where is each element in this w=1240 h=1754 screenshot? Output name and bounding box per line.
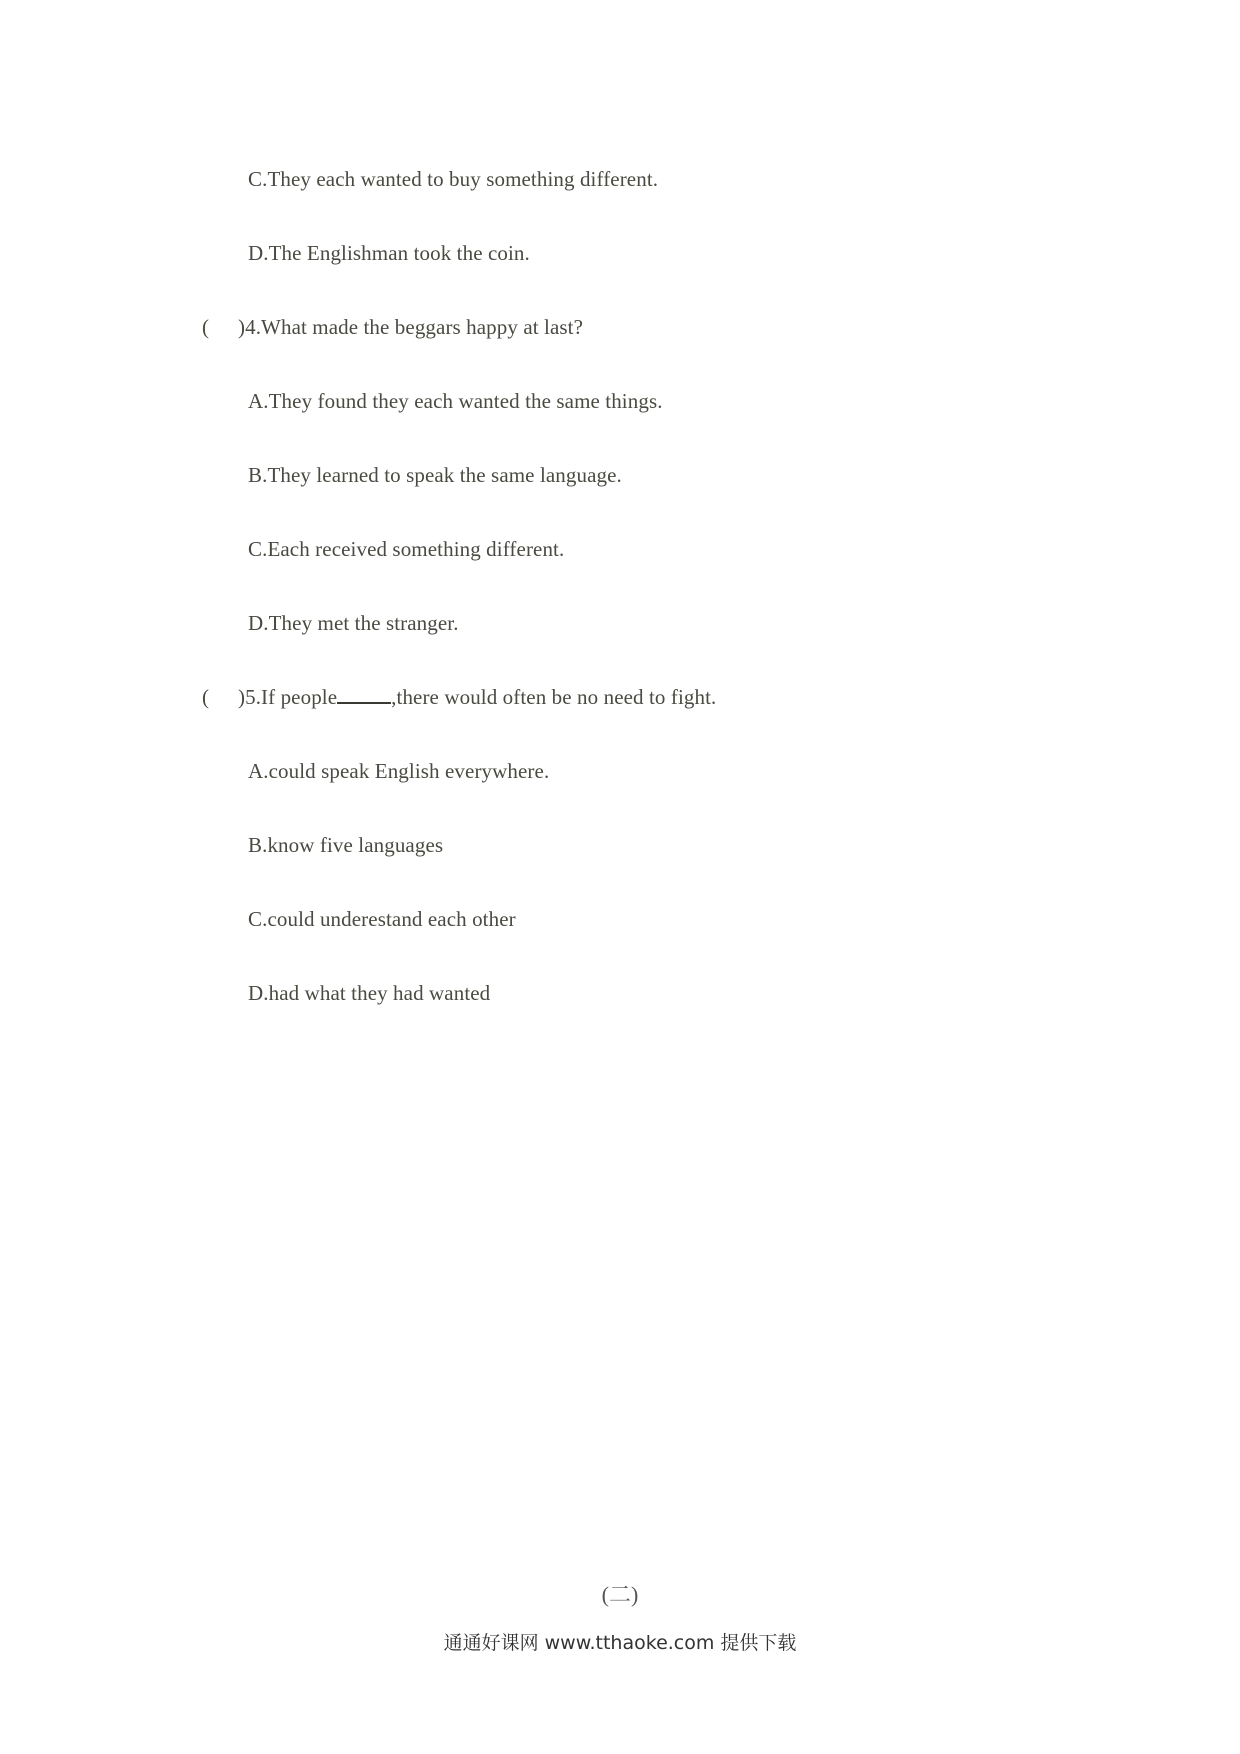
answer-paren: ( xyxy=(202,685,210,709)
section-mark: (二) xyxy=(601,1582,639,1607)
q5-option-b: B.know five languages xyxy=(248,833,444,857)
q5-option-a: A.could speak English everywhere. xyxy=(248,759,550,783)
question-4-stem: )4.What made the beggars happy at last? xyxy=(238,315,584,339)
footer-watermark: 通通好课网 www.tthaoke.com 提供下载 xyxy=(443,1632,797,1654)
question-5-stem-before: )5.If people xyxy=(238,685,338,709)
q4-option-d: D.They met the stranger. xyxy=(248,611,459,635)
q4-option-a: A.They found they each wanted the same things. xyxy=(248,389,663,413)
q3-option-d: D.The Englishman took the coin. xyxy=(248,241,530,265)
question-4 xyxy=(202,314,583,340)
q5-option-c: C.could underestand each other xyxy=(248,907,516,931)
q5-option-d: D.had what they had wanted xyxy=(248,981,491,1005)
answer-paren: ( xyxy=(202,315,210,339)
question-5 xyxy=(202,684,716,710)
question-5-stem-after: ,there would often be no need to fight. xyxy=(391,685,717,709)
q4-option-b: B.They learned to speak the same language. xyxy=(248,463,622,487)
q4-option-c: C.Each received something different. xyxy=(248,537,565,561)
fill-in-blank xyxy=(337,684,391,704)
q3-option-c: C.They each wanted to buy something different. xyxy=(248,167,659,191)
